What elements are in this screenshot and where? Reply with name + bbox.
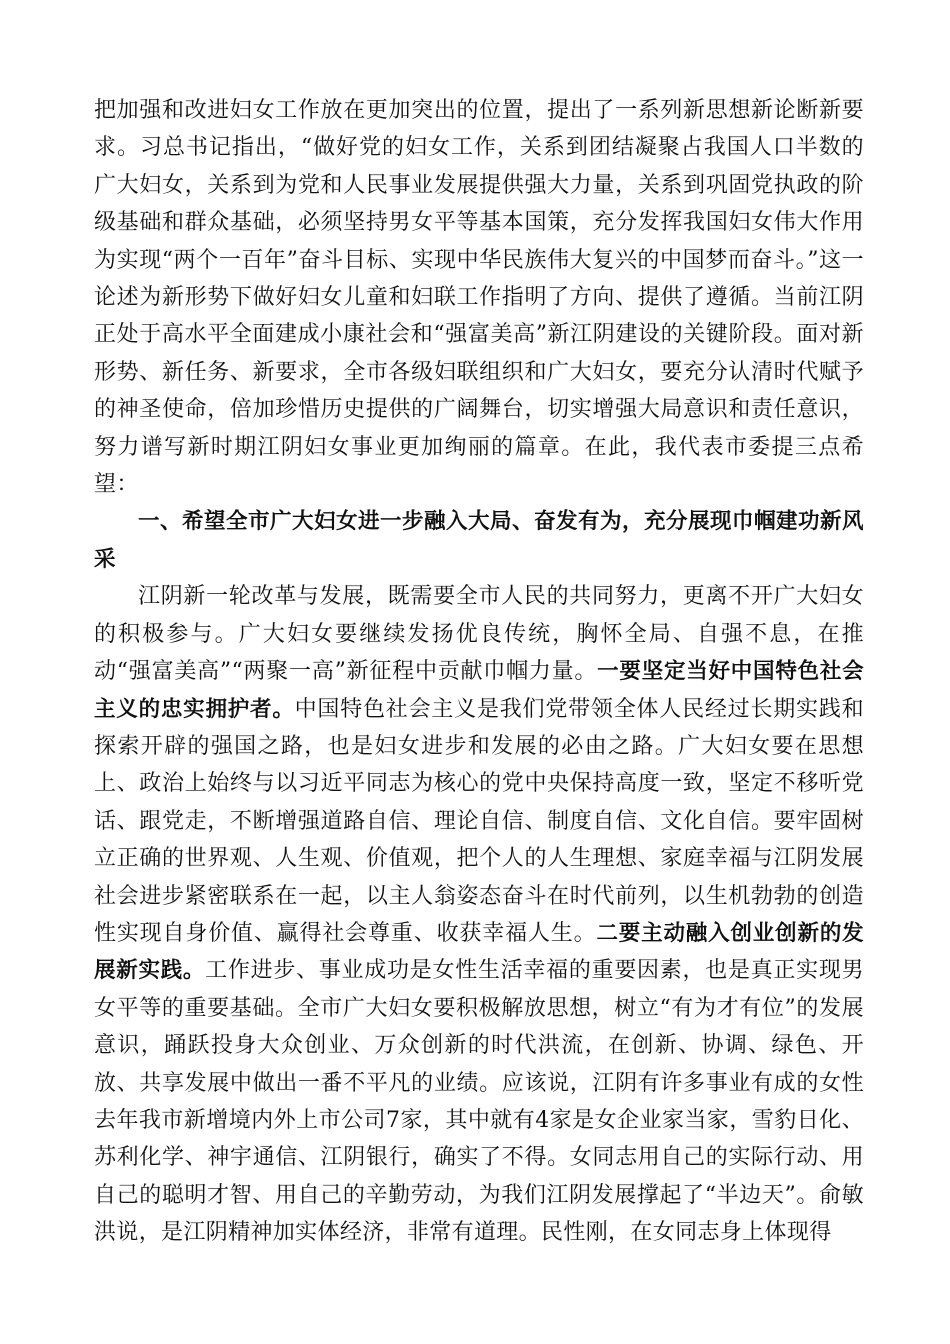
document-body <box>94 92 864 1252</box>
paragraph-section-1 <box>94 578 864 1251</box>
paragraph-text-2: 中国特色社会主义是我们党带领全体人民经过长期实践和探索开辟的强国之路，也是妇女进步和发展的必由之路。广大妇女要在思想上、政治上始终与以习近平同志为核心的党中央保持高度一致，坚定不移听党话、跟党走，不断增强道路自信、理论自信、制度自信、文化自信。要牢固树立正确的世界观、人生观、价值观，把个人的人生理想、家庭幸福与江阴发展社会进步紧密联系在一起，以主人翁姿态奋斗在时代前列，以生机勃勃的创造性实现自身价值、赢得社会尊重、收获幸福人生。 <box>94 696 864 946</box>
paragraph-intro: 把加强和改进妇女工作放在更加突出的位置，提出了一系列新思想新论断新要求。习总书记指出，“做好党的妇女工作，关系到团结凝聚占我国人口半数的广大妇女，关系到为党和人民事业发展提供强大力量，关系到巩固党执政的阶级基础和群众基础，必须坚持男女平等基本国策，充分发挥我国妇女伟大作用为实现“两个一百年”奋斗目标、实现中华民族伟大复兴的中国梦而奋斗。”这一论述为新形势下做好妇女儿童和妇联工作指明了方向、提供了遵循。当前江阴正处于高水平全面建成小康社会和“强富美高”新江阴建设的关键阶段。面对新形势、新任务、新要求，全市各级妇联组织和广大妇女，要充分认清时代赋予的神圣使命，倍加珍惜历史提供的广阔舞台，切实增强大局意识和责任意识，努力谱写新时期江阴妇女事业更加绚丽的篇章。在此，我代表市委提三点希望： <box>94 98 864 498</box>
bold-point-1: 一要坚定当好中国特色社会主义的忠实拥护者。 <box>94 659 865 722</box>
bold-point-2: 二要主动融入创业创新的发展新实践。 <box>94 920 865 984</box>
section-heading-1: 一、希望全市广大妇女进一步融入大局、奋发有为，充分展现巾帼建功新风采 <box>94 509 865 572</box>
paragraph-text-3: 工作进步、事业成功是女性生活幸福的重要因素，也是真正实现男女平等的重要基础。全市广大妇女要积极解放思想，树立“有为才有位”的发展意识，踊跃投身大众创业、万众创新的时代洪流，在创新、协调、绿色、开放、共享发展中做出一番不平凡的业绩。应该说，江阴有许多事业有成的女性去年我市新增境内外上市公司7家，其中就有4家是女企业家当家，雪豹日化、苏利化学、神宇通信、江阴银行，确实了不得。女同志用自己的实际行动、用自己的聪明才智、用自己的辛勤劳动，为我们江阴发展撑起了“半边天”。俞敏洪说，是江阴精神加实体经济，非常有道理。民性刚，在女同志身上体现得 <box>94 958 864 1246</box>
paragraph-text-1: 江阴新一轮改革与发展，既需要全市人民的共同努力，更离不开广大妇女的积极参与。广大妇女要继续发扬优良传统，胸怀全局、自强不息，在推动“强富美高”“两聚一高”新征程中贡献巾帼力量。 <box>94 584 864 685</box>
